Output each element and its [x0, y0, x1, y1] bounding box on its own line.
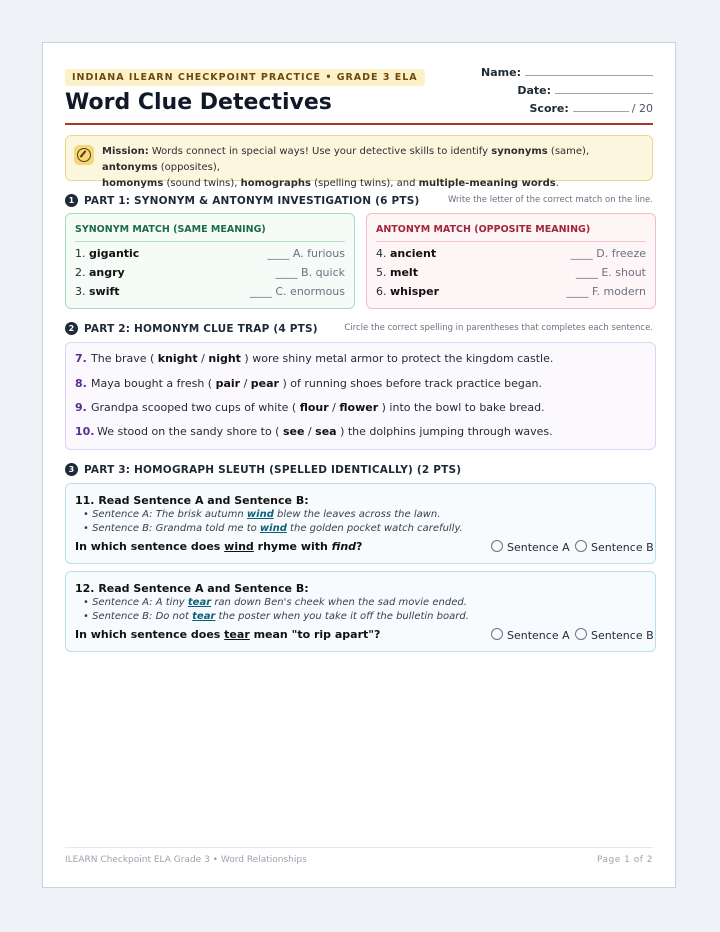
compass-icon [74, 145, 94, 165]
page-number: Page 1 of 2 [597, 855, 653, 865]
option-sentence-a[interactable]: Sentence A [491, 540, 570, 554]
header-divider [65, 123, 653, 125]
sentence-a: • Sentence A: The brisk autumn wind blew the leaves across the lawn. [83, 509, 441, 520]
antonym-item: 5. melt ____ E. shout [376, 266, 646, 279]
option-sentence-b[interactable]: Sentence B [575, 540, 654, 554]
page-title: Word Clue Detectives [65, 90, 332, 115]
score-field[interactable] [481, 101, 653, 119]
choice-word[interactable]: pear [250, 377, 279, 390]
name-line[interactable] [525, 65, 653, 76]
student-fields [481, 65, 653, 119]
synonym-item: 3. swift ____ C. enormous [75, 285, 345, 298]
antonym-heading: ANTONYM MATCH (OPPOSITE MEANING) [376, 224, 646, 242]
choice-word[interactable]: pair [215, 377, 241, 390]
question-title: 11. Read Sentence A and Sentence B: [75, 494, 309, 507]
footer-title: ILEARN Checkpoint ELA Grade 3 • Word Relationships [65, 855, 307, 865]
synonym-match-box [65, 213, 355, 309]
option-sentence-a[interactable]: Sentence A [491, 628, 570, 642]
mission-text: Mission: Words connect in special ways! Use your detective skills to identify synonyms (same), antonyms (opposites), homonyms (sound twins), homographs (spelling twins), and multiple-meaning words. [102, 146, 590, 189]
worksheet-page [42, 42, 676, 888]
part2-note: Circle the correct spelling in parentheses that completes each sentence. [344, 323, 653, 333]
part1-title: PART 1: SYNONYM & ANTONYM INVESTIGATION (6 PTS) [84, 195, 420, 207]
date-line[interactable] [555, 83, 653, 94]
homonym-item: 10. We stood on the sandy shore to ( see / sea ) the dolphins jumping through waves. [75, 425, 553, 438]
answer-blank[interactable]: ____ [575, 266, 598, 279]
date-field[interactable] [481, 83, 653, 101]
homograph-question [65, 483, 656, 564]
score-label: Score: [529, 102, 569, 115]
date-label: Date: [517, 84, 551, 97]
part3-title: PART 3: HOMOGRAPH SLEUTH (SPELLED IDENTICALLY) (2 PTS) [84, 464, 462, 476]
synonym-heading: SYNONYM MATCH (SAME MEANING) [75, 224, 345, 242]
radio-button[interactable] [575, 628, 587, 640]
question-title: 12. Read Sentence A and Sentence B: [75, 582, 309, 595]
page-footer [65, 847, 653, 865]
antonym-item: 6. whisper ____ F. modern [376, 285, 646, 298]
answer-blank[interactable]: ____ [570, 247, 593, 260]
part3-number: 3 [65, 463, 78, 476]
name-field[interactable] [481, 65, 653, 83]
choice-word[interactable]: see [282, 425, 305, 438]
score-total: / 20 [631, 102, 653, 115]
antonym-item: 4. ancient ____ D. freeze [376, 247, 646, 260]
header-badge: INDIANA ILEARN CHECKPOINT PRACTICE • GRADE 3 ELA [65, 69, 425, 86]
synonym-item: 2. angry ____ B. quick [75, 266, 345, 279]
option-sentence-b[interactable]: Sentence B [575, 628, 654, 642]
homonym-item: 7. The brave ( knight / night ) wore shiny metal armor to protect the kingdom castle. [75, 352, 554, 365]
choice-word[interactable]: night [208, 352, 241, 365]
choice-word[interactable]: knight [157, 352, 198, 365]
answer-blank[interactable]: ____ [249, 285, 272, 298]
radio-button[interactable] [491, 628, 503, 640]
antonym-match-box [366, 213, 656, 309]
part1-note: Write the letter of the correct match on the line. [447, 195, 653, 205]
answer-blank[interactable]: ____ [275, 266, 298, 279]
sentence-a: • Sentence A: A tiny tear ran down Ben's cheek when the sad movie ended. [83, 597, 467, 608]
choice-word[interactable]: flour [299, 401, 329, 414]
question-prompt: In which sentence does wind rhyme with find? [75, 540, 363, 553]
homonym-item: 8. Maya bought a fresh ( pair / pear ) of running shoes before track practice began. [75, 377, 543, 390]
homonym-box [65, 342, 656, 450]
sentence-b: • Sentence B: Grandma told me to wind the golden pocket watch carefully. [83, 523, 463, 534]
radio-button[interactable] [575, 540, 587, 552]
choice-word[interactable]: sea [315, 425, 337, 438]
sentence-b: • Sentence B: Do not tear the poster when you take it off the bulletin board. [83, 611, 469, 622]
part2-heading [65, 322, 653, 335]
part1-heading [65, 194, 653, 207]
choice-word[interactable]: flower [339, 401, 379, 414]
name-label: Name: [481, 66, 521, 79]
radio-button[interactable] [491, 540, 503, 552]
answer-blank[interactable]: ____ [566, 285, 589, 298]
synonym-item: 1. gigantic ____ A. furious [75, 247, 345, 260]
part2-title: PART 2: HOMONYM CLUE TRAP (4 PTS) [84, 323, 318, 335]
answer-blank[interactable]: ____ [267, 247, 290, 260]
score-line[interactable] [573, 101, 629, 112]
part2-number: 2 [65, 322, 78, 335]
question-prompt: In which sentence does tear mean "to rip apart"? [75, 628, 381, 641]
homonym-item: 9. Grandpa scooped two cups of white ( flour / flower ) into the bowl to bake bread. [75, 401, 545, 414]
part1-number: 1 [65, 194, 78, 207]
part3-heading [65, 463, 653, 476]
mission-box [65, 135, 653, 189]
homograph-question [65, 571, 656, 652]
